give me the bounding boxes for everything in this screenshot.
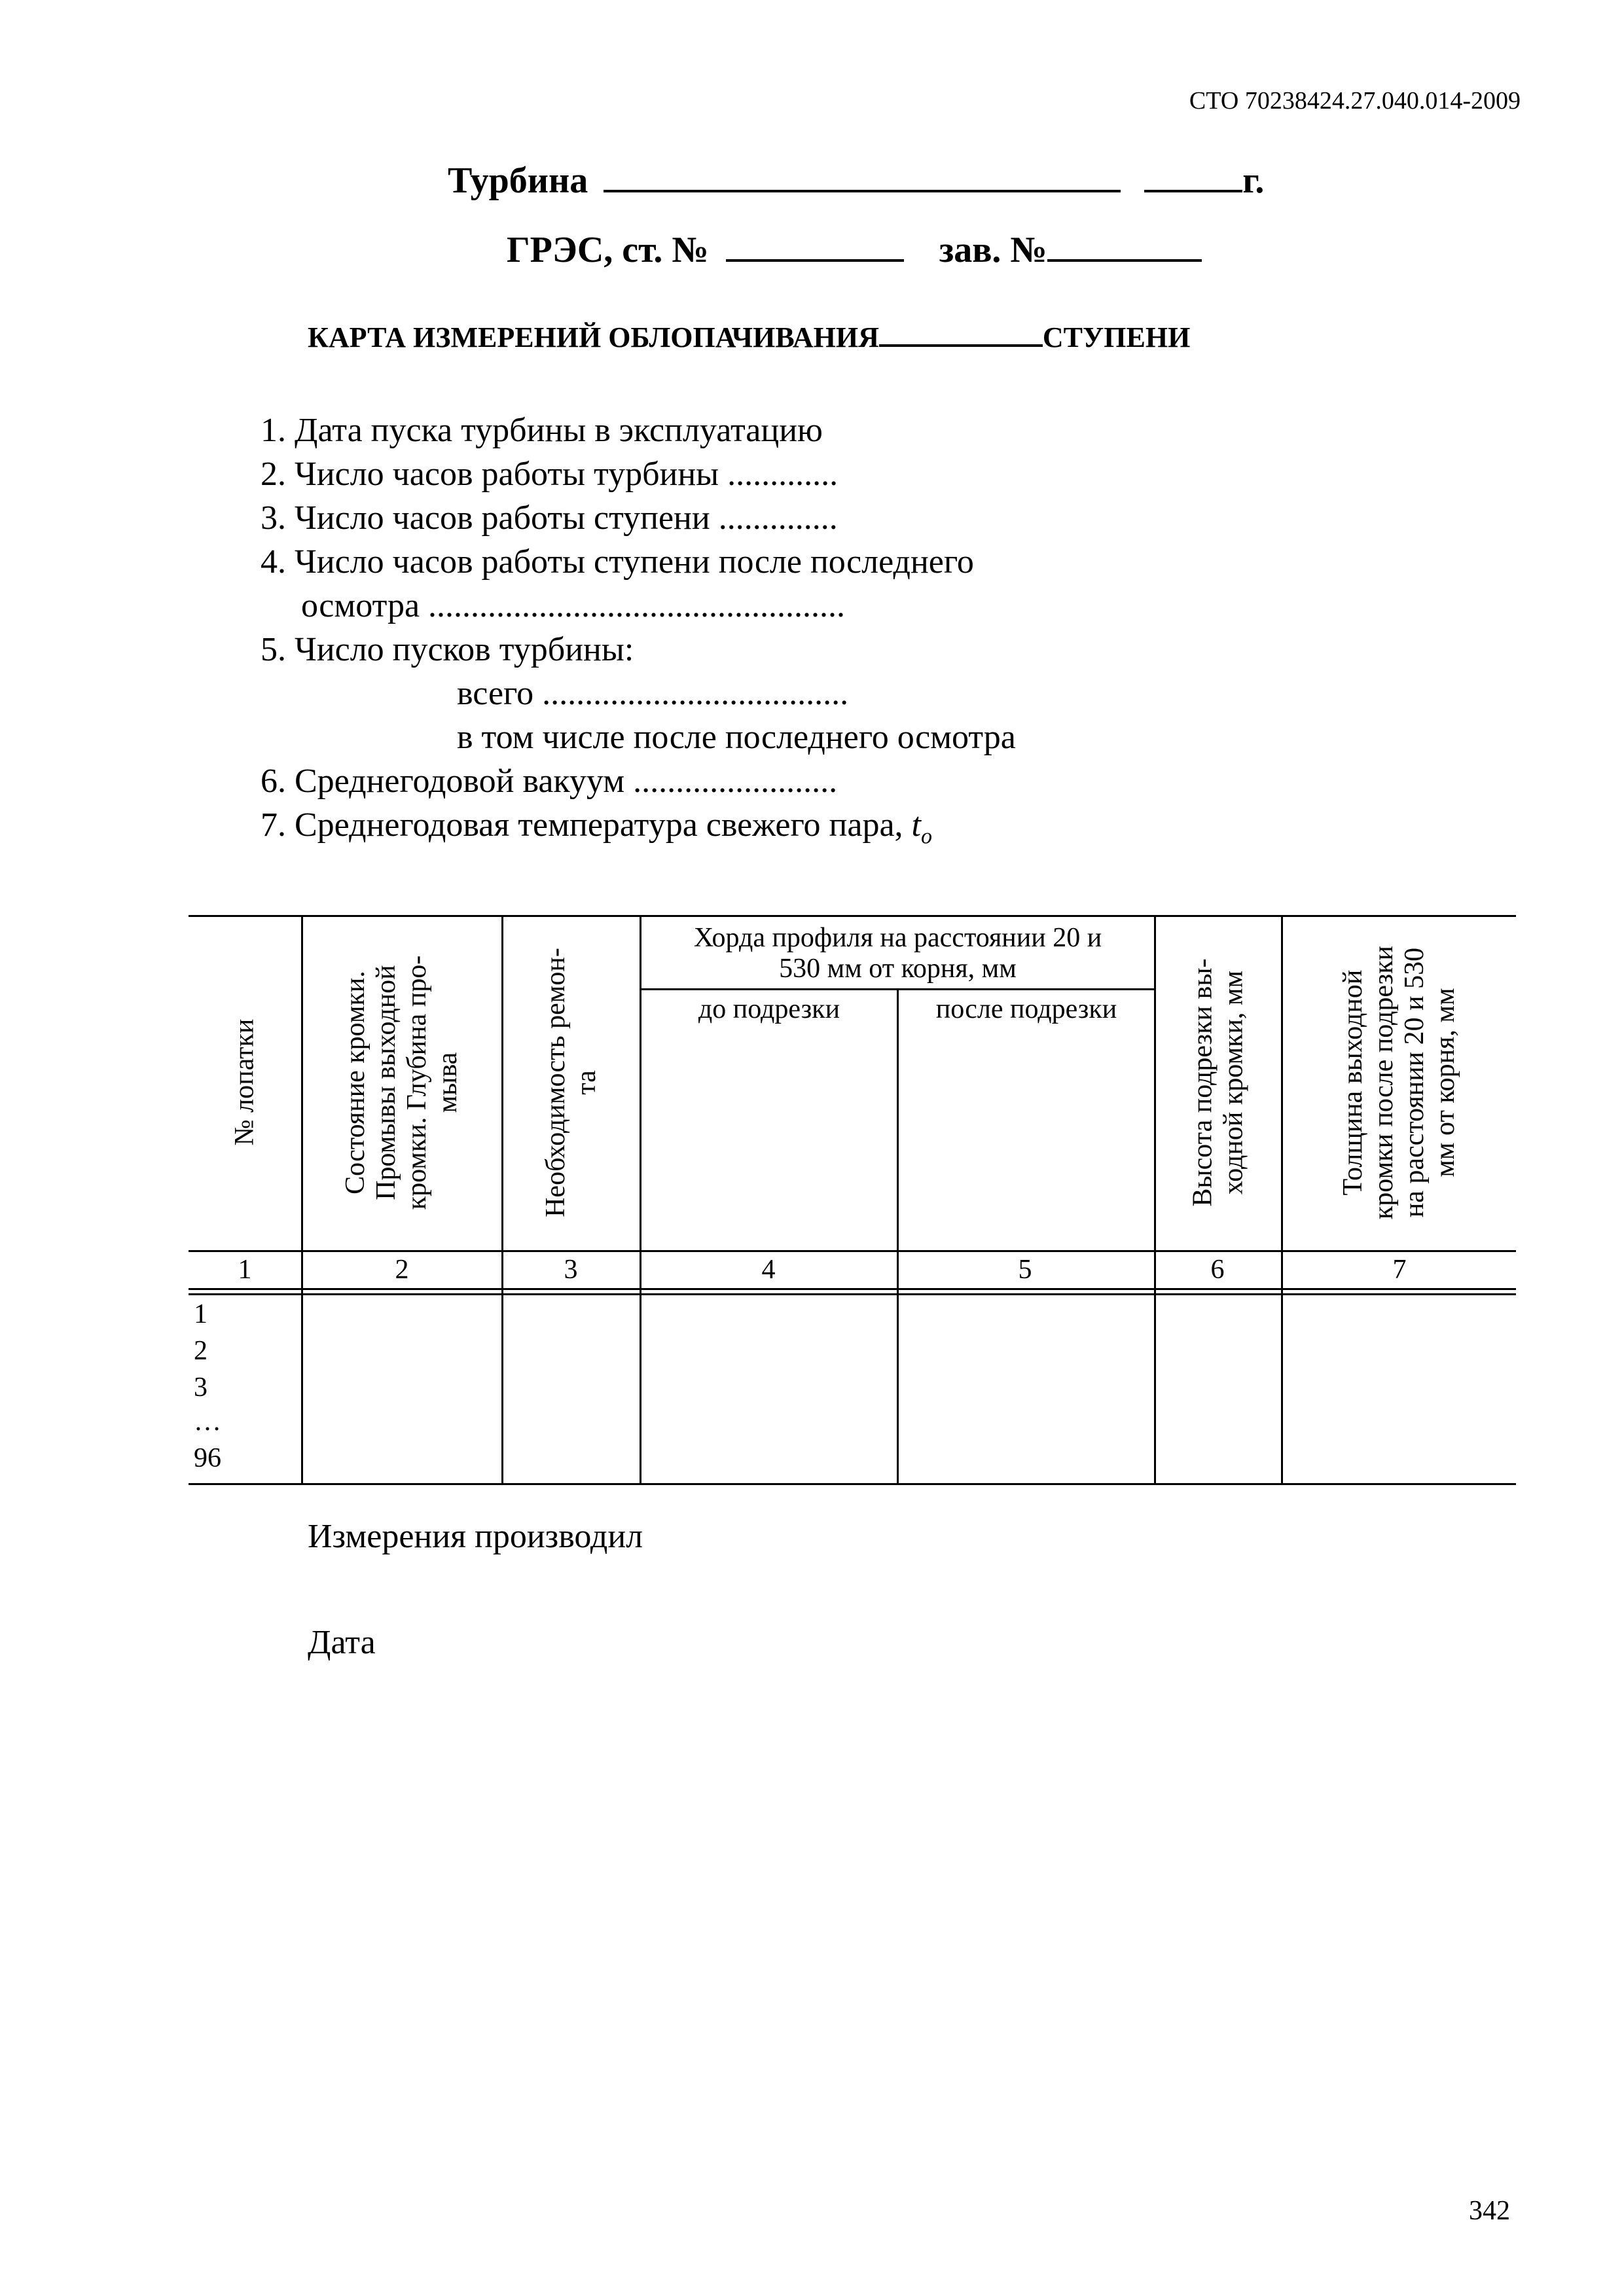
turbine-label: Турбина [448, 160, 588, 201]
header-trim-height [1156, 915, 1281, 1250]
blade-row-number: … [194, 1407, 221, 1437]
item-6: 6. Среднегодовой вакуум ........................ [261, 762, 838, 800]
header-blade-number [189, 915, 301, 1250]
header-before-trim: до подрезки [698, 994, 840, 1024]
table-numbers-line-1 [189, 1288, 1516, 1290]
factory-label: зав. № [939, 230, 1047, 270]
column-number: 1 [238, 1255, 252, 1285]
stage-blank[interactable] [879, 318, 1043, 347]
table-col-divider-4 [897, 988, 899, 1485]
header-edge-thickness [1283, 915, 1516, 1250]
blade-row-number: 96 [194, 1443, 221, 1473]
header-repair-need [503, 915, 640, 1250]
turbine-line [448, 156, 1264, 202]
map-title-part1: КАРТА ИЗМЕРЕНИЙ ОБЛОПАЧИВАНИЯ [308, 321, 879, 353]
date-label: Дата [308, 1624, 376, 1661]
header-edge-thickness-text: Толщина выходной кромки после подрезки на расстоянии 20 и 530 мм от корня, мм [1337, 945, 1461, 1220]
item-7-text: 7. Среднегодовая температура свежего пара, [261, 806, 903, 844]
header-repair-need-text: Необходимость ремон- та [540, 948, 602, 1217]
header-after-trim: после подрезки [935, 994, 1117, 1024]
turbine-blank[interactable] [604, 156, 1121, 192]
plant-label: ГРЭС, ст. № [507, 230, 709, 270]
column-number: 6 [1210, 1255, 1225, 1285]
table-bottom-line [189, 1483, 1516, 1485]
map-title-part2: СТУПЕНИ [1042, 321, 1191, 353]
item-7-subscript: o [920, 824, 932, 849]
blade-row-number: 3 [194, 1372, 208, 1403]
item-5-total: всего .................................... [457, 675, 849, 712]
table-header-bottom-line [189, 1250, 1516, 1252]
column-number: 7 [1392, 1255, 1407, 1285]
column-number: 5 [1018, 1255, 1032, 1285]
header-chord-text: Хорда профиля на расстоянии 20 и 530 мм от корня, мм [693, 922, 1102, 984]
header-edge-condition [303, 915, 501, 1250]
station-number-blank[interactable] [726, 225, 904, 262]
item-5: 5. Число пусков турбины: [261, 631, 634, 668]
factory-number-blank[interactable] [1047, 225, 1202, 262]
item-2: 2. Число часов работы турбины ............. [261, 456, 839, 493]
year-suffix: г. [1242, 160, 1265, 201]
header-blade-number-text: № лопатки [229, 1019, 260, 1146]
column-number: 2 [395, 1255, 409, 1285]
measured-by-label: Измерения производил [308, 1518, 643, 1555]
header-chord [641, 919, 1154, 988]
item-4: 4. Число часов работы ступени после последнего [261, 543, 974, 581]
header-edge-condition-text: Состояние кромки. Промывы выходной кромки. Глубина про- мыва [340, 955, 463, 1210]
header-trim-height-text: Высота подрезки вы- ходной кромки, мм [1187, 958, 1249, 1207]
column-number: 4 [761, 1255, 776, 1285]
item-3: 3. Число часов работы ступени .............. [261, 499, 838, 537]
blade-row-number: 1 [194, 1299, 208, 1329]
table-numbers-line-2 [189, 1293, 1516, 1295]
plant-line [507, 225, 1202, 271]
document-code: СТО 70238424.27.040.014-2009 [1189, 87, 1521, 115]
map-title [308, 318, 1190, 354]
item-7 [261, 806, 932, 849]
item-1: 1. Дата пуска турбины в эксплуатацию [261, 412, 823, 449]
column-number: 3 [564, 1255, 578, 1285]
item-7-variable: t [911, 806, 921, 844]
item-5-since-inspection: в том числе после последнего осмотра [457, 719, 1016, 756]
item-4-continuation: осмотра ................................................. [301, 587, 846, 624]
year-blank[interactable] [1144, 156, 1242, 192]
page-number: 342 [1469, 2196, 1510, 2226]
blade-row-number: 2 [194, 1336, 208, 1366]
